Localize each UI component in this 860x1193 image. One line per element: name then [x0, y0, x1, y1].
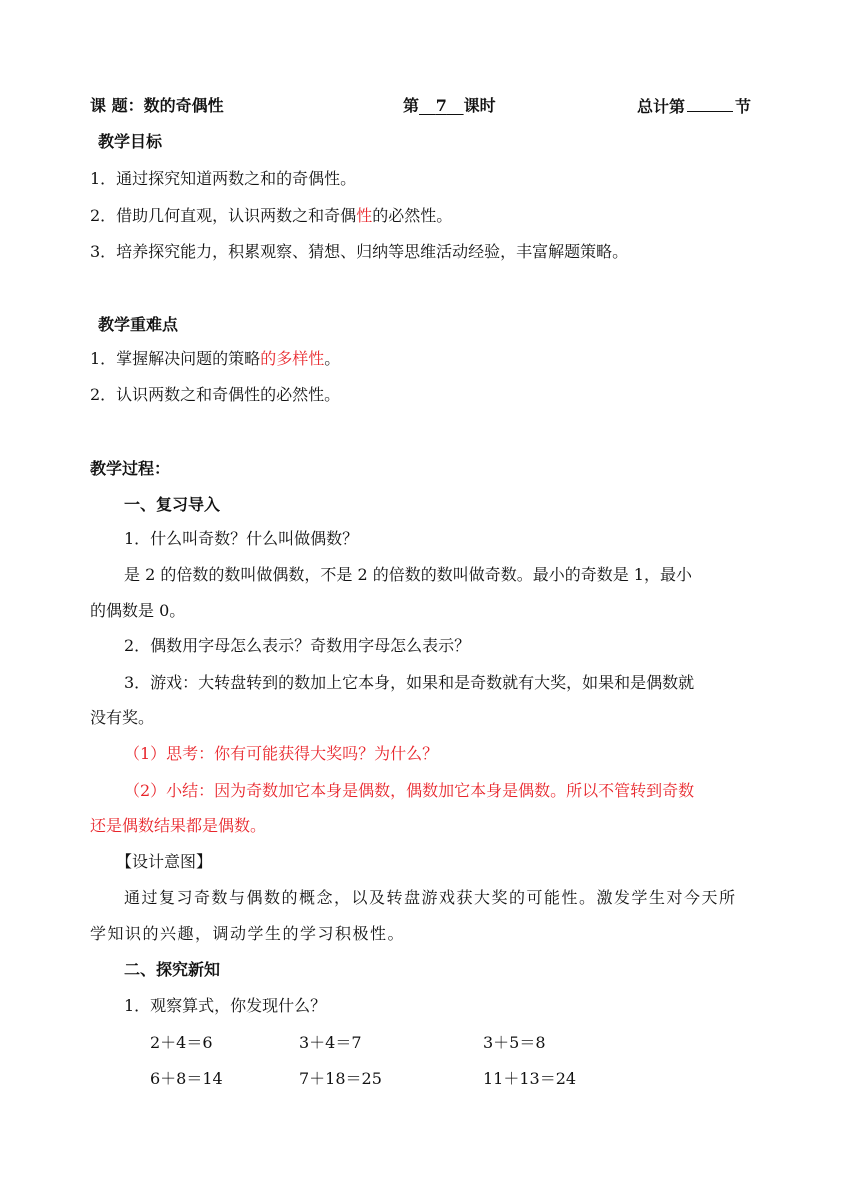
- objective-item-1: 1．通过探究知道两数之和的奇偶性。: [90, 169, 357, 188]
- equation: 2＋4＝6: [150, 1033, 213, 1052]
- equation: 6＋8＝14: [150, 1069, 223, 1088]
- objective-item-2-tail: 的必然性。: [372, 206, 453, 225]
- title-prefix: 课 题：: [90, 96, 144, 115]
- summary-line-2: 还是偶数结果都是偶数。: [90, 816, 267, 835]
- process-heading: 教学过程：: [90, 459, 171, 478]
- observe-prompt: 1．观察算式，你发现什么？: [124, 996, 327, 1015]
- key-point-item-1-highlight: 的多样性: [260, 349, 325, 368]
- think-prompt: （1）思考：你有可能获得大奖吗？为什么？: [124, 744, 439, 763]
- section-explore-heading: 二、探究新知: [124, 960, 221, 979]
- objective-item-2-text: 2．借助几何直观，认识两数之和奇偶: [90, 206, 357, 225]
- title-text: 数的奇偶性: [143, 96, 224, 115]
- design-intent-line-2: 学知识的兴趣，调动学生的学习积极性。: [90, 924, 406, 943]
- design-intent-line-1: 通过复习奇数与偶数的概念，以及转盘游戏获大奖的可能性。激发学生对今天所: [124, 888, 737, 907]
- key-point-item-2: 2．认识两数之和奇偶性的必然性。: [90, 385, 341, 404]
- lesson-prefix: 第: [403, 96, 420, 115]
- lesson-suffix: 课时: [463, 96, 496, 115]
- objectives-heading: 教学目标: [98, 132, 163, 151]
- lesson-number-digit: 7: [435, 96, 447, 115]
- total-suffix: 节: [735, 97, 752, 116]
- lesson-title: [90, 95, 224, 117]
- question-2: 2．偶数用字母怎么表示？奇数用字母怎么表示？: [124, 636, 471, 655]
- equation: 11＋13＝24: [483, 1069, 577, 1088]
- section-review-heading: 一、复习导入: [124, 495, 221, 514]
- key-point-item-1-tail: 。: [324, 349, 341, 368]
- objective-item-2-highlight: 性: [356, 206, 373, 225]
- objective-item-2: [90, 205, 452, 227]
- key-point-item-1: [90, 348, 340, 370]
- key-point-item-1-text: 1．掌握解决问题的策略: [90, 349, 261, 368]
- question-3-line-2: 没有奖。: [90, 708, 155, 727]
- total-count: [637, 95, 751, 118]
- equation: 3＋5＝8: [483, 1033, 546, 1052]
- objective-item-3: 3．培养探究能力，积累观察、猜想、归纳等思维活动经验，丰富解题策略。: [90, 242, 629, 261]
- lesson-number-value: [419, 96, 464, 115]
- question-1: 1．什么叫奇数？什么叫做偶数？: [124, 529, 359, 548]
- equation: 7＋18＝25: [299, 1069, 382, 1088]
- equation: 3＋4＝7: [299, 1033, 362, 1052]
- design-intent-heading: 【设计意图】: [116, 852, 213, 871]
- answer-1-line-1: 是 2 的倍数的数叫做偶数，不是 2 的倍数的数叫做奇数。最小的奇数是 1，最小: [124, 565, 692, 584]
- total-blank: [687, 95, 733, 112]
- key-points-heading: 教学重难点: [98, 315, 179, 334]
- question-3-line-1: 3．游戏：大转盘转到的数加上它本身，如果和是奇数就有大奖，如果和是偶数就: [124, 673, 695, 692]
- summary-line-1: （2）小结：因为奇数加它本身是偶数，偶数加它本身是偶数。所以不管转到奇数: [124, 781, 695, 800]
- lesson-number: [403, 95, 496, 117]
- answer-1-line-2: 的偶数是 0。: [90, 601, 186, 620]
- total-prefix: 总计第: [637, 97, 686, 116]
